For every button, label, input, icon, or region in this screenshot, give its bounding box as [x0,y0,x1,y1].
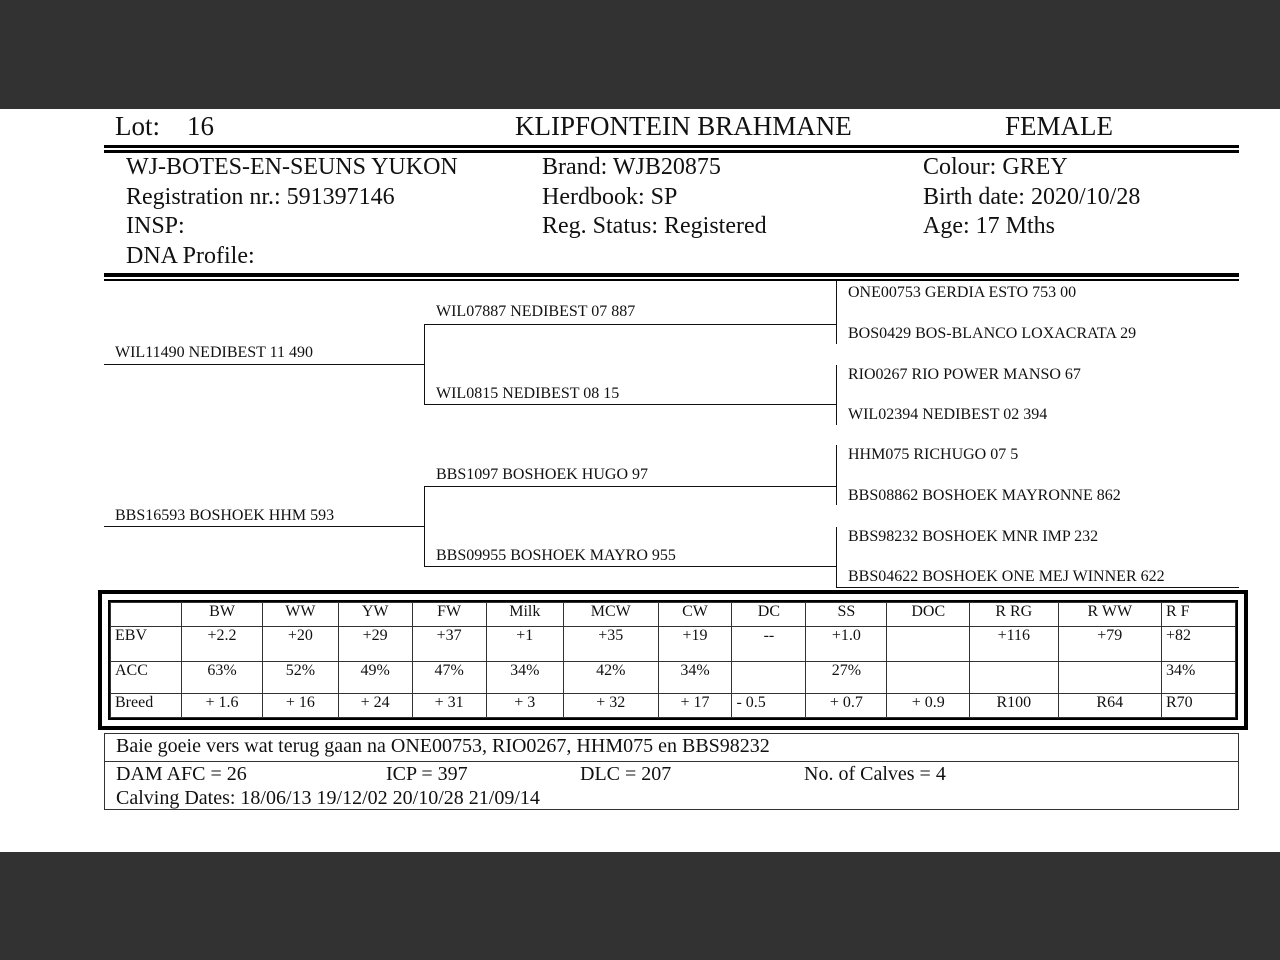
ebv-col-header: DOC [887,603,970,627]
ebv-table [110,602,1236,718]
lot-label: Lot: [115,111,160,141]
ebv-cell: +37 [412,626,486,661]
pedigree-dam: BBS16593 BOSHOEK HHM 593 [115,507,335,524]
ebv-cell: +19 [658,626,732,661]
ebv-cell: +35 [563,626,658,661]
acc-cell [887,661,970,694]
breed-row [111,694,1236,718]
pedigree-gg-4: WIL02394 NEDIBEST 02 394 [848,406,1048,423]
pedigree-sire-sire: WIL07887 NEDIBEST 07 887 [436,303,636,320]
pedigree-gg-7: BBS98232 BOSHOEK MNR IMP 232 [848,528,1099,545]
ebv-row-label: EBV [111,626,182,661]
ebv-cell: +116 [970,626,1059,661]
icp: ICP = 397 [386,763,468,785]
ebv-col-header: FW [412,603,486,627]
pedigree-sire-dam: WIL0815 NEDIBEST 08 15 [436,385,620,402]
pedigree-gg-8: BBS04622 BOSHOEK ONE MEJ WINNER 622 [848,568,1165,585]
ebv-col-header: YW [338,603,412,627]
colour: Colour: GREY [923,154,1068,180]
acc-cell: 27% [806,661,887,694]
ebv-col-header: WW [263,603,339,627]
breed-cell: R70 [1161,694,1235,718]
ebv-col-header: R WW [1058,603,1161,627]
pedigree-dam-dam: BBS09955 BOSHOEK MAYRO 955 [436,547,676,564]
lot-catalogue-page [0,109,1280,852]
header-rule-bottom [104,150,1239,153]
breed-cell: + 24 [338,694,412,718]
dam-afc: DAM AFC = 26 [116,763,247,785]
info-rule-top [104,273,1239,277]
acc-cell: 47% [412,661,486,694]
calving-dates: Calving Dates: 18/06/13 19/12/02 20/10/28 21/09/14 [116,787,540,809]
ebv-cell: +2.2 [182,626,263,661]
ebv-col-header: SS [806,603,887,627]
breeder-name: KLIPFONTEIN BRAHMANE [515,111,852,141]
pedigree-dam-sire: BBS1097 BOSHOEK HUGO 97 [436,466,649,483]
acc-cell [970,661,1059,694]
pedigree-gg-6: BBS08862 BOSHOEK MAYRONNE 862 [848,487,1121,504]
lot-number: 16 [187,111,214,141]
dna-profile-label: DNA Profile: [126,243,255,269]
animal-name: WJ-BOTES-EN-SEUNS YUKON [126,154,458,180]
pedigree-gg-2: BOS0429 BOS-BLANCO LOXACRATA 29 [848,325,1137,342]
ebv-col-header: R RG [970,603,1059,627]
breed-cell: + 31 [412,694,486,718]
ebv-row [111,626,1236,661]
acc-cell: 52% [263,661,339,694]
ebv-table-frame [98,590,1248,730]
ebv-col-header: R F [1161,603,1235,627]
registration-status: Reg. Status: Registered [542,213,767,239]
ebv-cell: -- [732,626,806,661]
registration-number: Registration nr.: 591397146 [126,184,395,210]
ebv-col-header: DC [732,603,806,627]
ebv-cell: +20 [263,626,339,661]
ebv-col-header: Milk [486,603,563,627]
breed-row-label: Breed [111,694,182,718]
pedigree-sire: WIL11490 NEDIBEST 11 490 [115,344,314,361]
ebv-cell: +1.0 [806,626,887,661]
acc-cell: 63% [182,661,263,694]
ebv-col-header: BW [182,603,263,627]
acc-row-label: ACC [111,661,182,694]
acc-row [111,661,1236,694]
breed-cell: + 16 [263,694,339,718]
ebv-col-header: CW [658,603,732,627]
sex-label: FEMALE [1005,111,1113,141]
ebv-cell: +29 [338,626,412,661]
pedigree-gg-5: HHM075 RICHUGO 07 5 [848,446,1019,463]
acc-cell: 34% [658,661,732,694]
brand: Brand: WJB20875 [542,154,721,180]
acc-cell: 34% [486,661,563,694]
breed-cell: + 0.7 [806,694,887,718]
notes-box [104,733,1239,810]
ebv-col-header: MCW [563,603,658,627]
ebv-cell: +82 [1161,626,1235,661]
pedigree-gg-1: ONE00753 GERDIA ESTO 753 00 [848,284,1077,301]
breed-cell: + 0.9 [887,694,970,718]
breed-cell: R100 [970,694,1059,718]
birth-date: Birth date: 2020/10/28 [923,184,1141,210]
ebv-cell: +79 [1058,626,1161,661]
header-rule-top [104,145,1239,148]
age: Age: 17 Mths [923,213,1055,239]
breed-cell: - 0.5 [732,694,806,718]
number-of-calves: No. of Calves = 4 [804,763,946,785]
ebv-cell: +1 [486,626,563,661]
breed-cell: + 3 [486,694,563,718]
breed-cell: + 1.6 [182,694,263,718]
ebv-header-row [111,603,1236,627]
breed-cell: + 17 [658,694,732,718]
ebv-cell [887,626,970,661]
breed-cell: R64 [1058,694,1161,718]
dlc: DLC = 207 [580,763,672,785]
acc-cell [1058,661,1161,694]
herdbook: Herdbook: SP [542,184,678,210]
acc-cell: 42% [563,661,658,694]
acc-cell: 34% [1161,661,1235,694]
acc-cell: 49% [338,661,412,694]
ebv-col-header [111,603,182,627]
breed-cell: + 32 [563,694,658,718]
acc-cell [732,661,806,694]
pedigree-gg-3: RIO0267 RIO POWER MANSO 67 [848,366,1081,383]
info-rule-bottom [104,279,1239,281]
comment-text: Baie goeie vers wat terug gaan na ONE00753, RIO0267, HHM075 en BBS98232 [116,735,770,757]
insp-label: INSP: [126,213,185,239]
